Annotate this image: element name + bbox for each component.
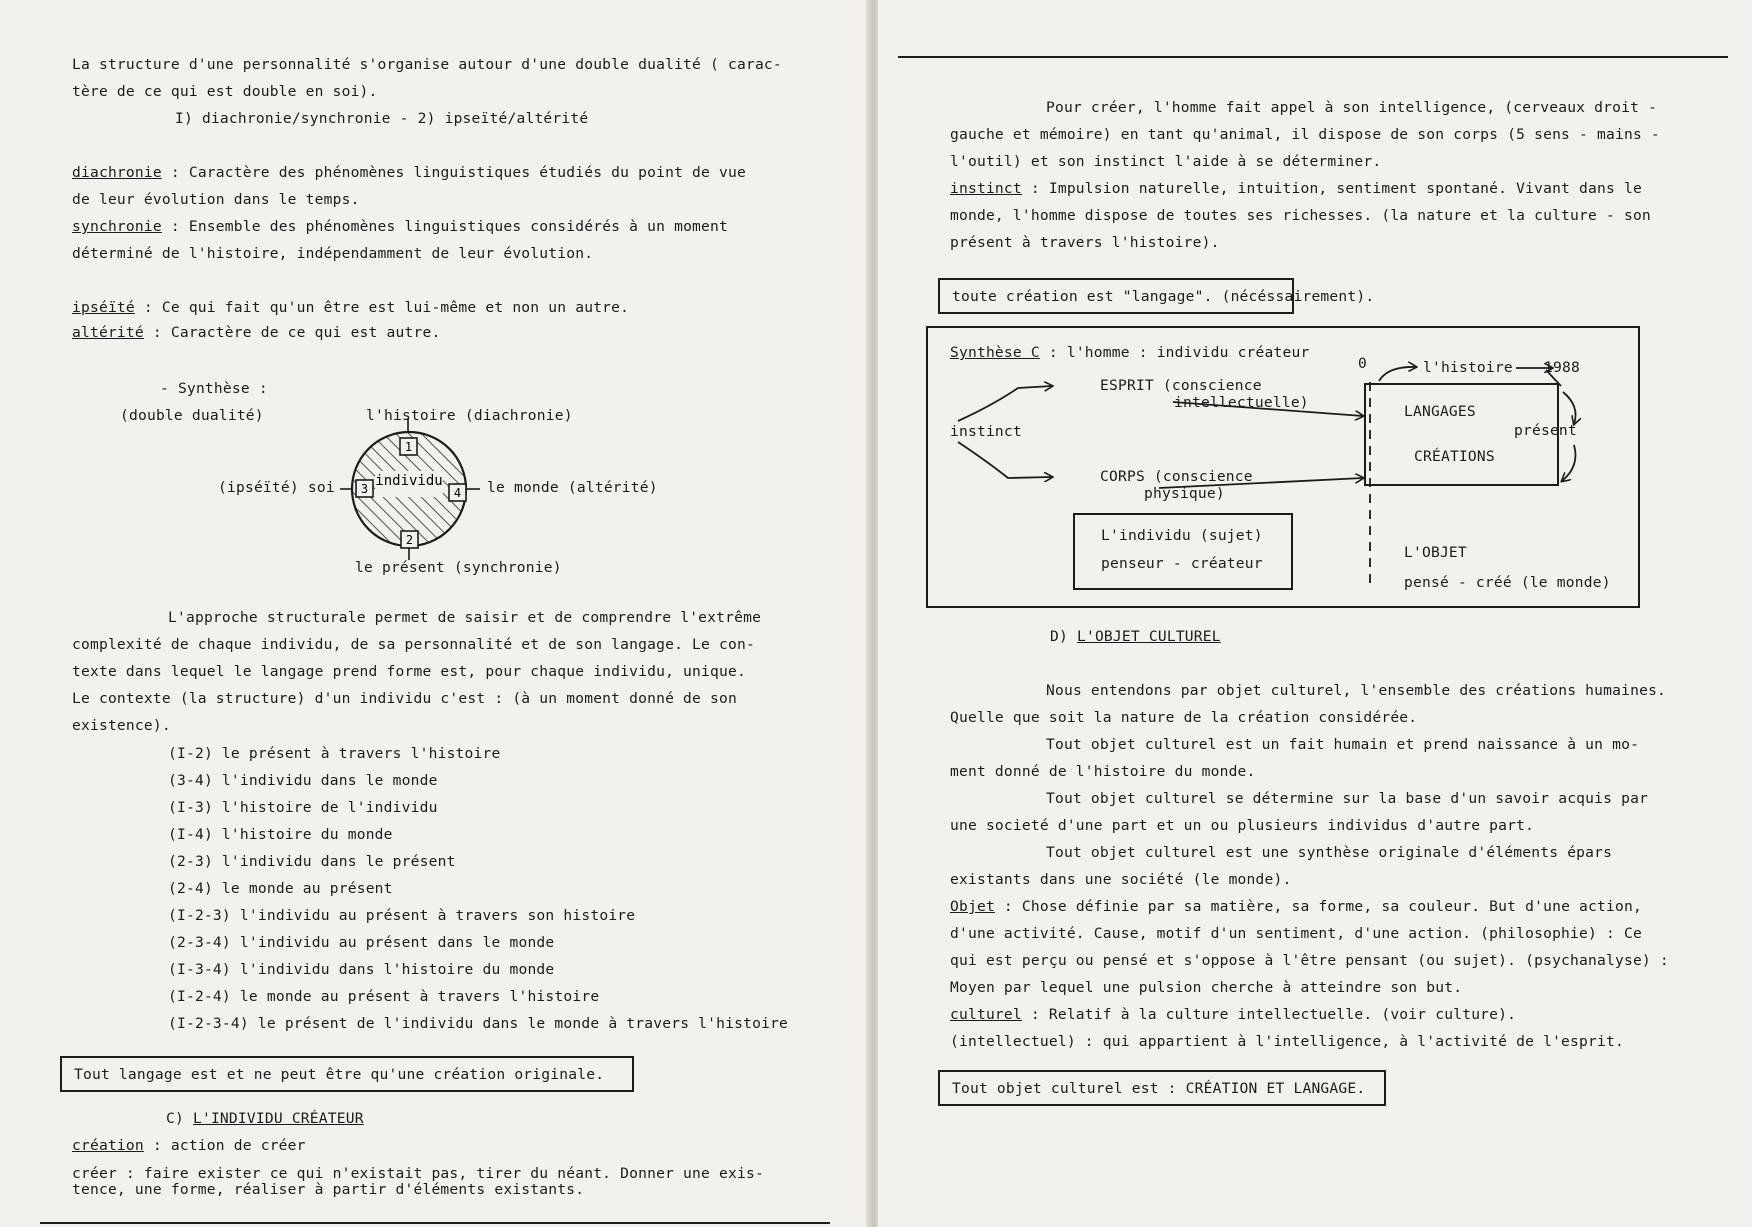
intro-line: l'outil) et son instinct l'aide à se déterminer. (950, 153, 1382, 170)
label-double-dualite: (double dualité) (120, 407, 264, 424)
paragraph-line: Tout objet culturel se détermine sur la base d'un savoir acquis par (1046, 790, 1649, 807)
approche-line: existence). (72, 717, 171, 734)
diagram-title: Synthèse C : l'homme : individu créateur (950, 344, 1310, 361)
boxed-statement (60, 1056, 634, 1092)
approche-line: complexité de chaque individu, de sa personnalité et de son langage. Le con- (72, 636, 755, 653)
arrow-zero-histoire (1379, 367, 1416, 381)
definition-line: tence, une forme, réaliser à partir d'éléments existants. (72, 1181, 585, 1198)
term-objet: Objet (950, 898, 995, 915)
boxed-statement-text: toute création est "langage". (nécéssairement). (952, 288, 1375, 305)
paragraph-line: Tout objet culturel est un fait humain et prend naissance à un mo- (1046, 736, 1640, 753)
definition-line: présent à travers l'histoire). (950, 234, 1220, 251)
label-present: le présent (synchronie) (355, 559, 562, 576)
approche-line: L'approche structurale permet de saisir et de comprendre l'extrême (168, 609, 762, 626)
term-culturel: culturel (950, 1006, 1022, 1023)
paragraph-line: Tout objet culturel est une synthèse originale d'éléments épars (1046, 844, 1613, 861)
definition-culturel: culturel : Relatif à la culture intellectuelle. (voir culture). (950, 1006, 1517, 1023)
label-langages: LANGAGES (1404, 403, 1476, 420)
list-item: (2-3-4) l'individu au présent dans le monde (168, 934, 555, 951)
definition-creation: création : action de créer (72, 1137, 306, 1154)
approche-line: Le contexte (la structure) d'un individu c'est : (à un moment donné de son (72, 690, 737, 707)
paragraph-line: existants dans une société (le monde). (950, 871, 1292, 888)
label-esprit: ESPRIT (conscience (1100, 377, 1262, 394)
section-d-title: L'OBJET CULTUREL (1076, 628, 1221, 645)
definition-diachronie: diachronie : Caractère des phénomènes linguistiques étudiés du point de vue (72, 164, 746, 181)
definition-line: Moyen par lequel une pulsion cherche à atteindre son but. (950, 979, 1463, 996)
label-monde: le monde (altérité) (487, 479, 658, 496)
intro-line: gauche et mémoire) en tant qu'animal, il dispose de son corps (5 sens - mains - (950, 126, 1660, 143)
individu-box (1073, 513, 1293, 590)
definition-line: d'une activité. Cause, motif d'un sentiment, d'une action. (philosophie) : Ce (950, 925, 1642, 942)
term-alterite: altérité (72, 324, 144, 341)
label-creations: CRÉATIONS (1414, 448, 1495, 465)
page-bottom-rule (40, 1222, 830, 1224)
list-item: (I-2-3) l'individu au présent à travers son histoire (168, 907, 636, 924)
label-ipseite-soi: (ipséïté) soi (218, 479, 335, 496)
label-histoire: l'histoire (diachronie) (366, 407, 573, 424)
section-c-title: L'INDIVIDU CRÉATEUR (192, 1110, 364, 1127)
number-4: 4 (453, 486, 462, 500)
definition-line: (intellectuel) : qui appartient à l'intelligence, à l'activité de l'esprit. (950, 1033, 1624, 1050)
term-instinct: instinct (950, 180, 1022, 197)
label-year: 1988 (1544, 359, 1580, 376)
list-item: (I-2-3-4) le présent de l'individu dans le monde à travers l'histoire (168, 1015, 789, 1032)
definition-line: déterminé de l'histoire, indépendamment de leur évolution. (72, 245, 594, 262)
label-individu: L'individu (sujet) (1101, 527, 1263, 544)
label-corps-line2: physique) (1144, 485, 1225, 502)
term-synchronie: synchronie (72, 218, 162, 235)
definition-instinct: instinct : Impulsion naturelle, intuition, sentiment spontané. Vivant dans le (950, 180, 1642, 197)
definition-creer: créer : faire exister ce qui n'existait pas, tirer du néant. Donner une exis- (72, 1165, 764, 1182)
label-objet-line2: pensé - créé (le monde) (1404, 574, 1611, 591)
label-corps: CORPS (conscience (1100, 468, 1253, 485)
boxed-statement-2 (938, 1070, 1386, 1106)
list-item: (I-3) l'histoire de l'individu (168, 799, 438, 816)
term-creation: création (72, 1137, 144, 1154)
definition-synchronie: synchronie : Ensemble des phénomènes linguistiques considérés à un moment (72, 218, 729, 235)
list-item: (3-4) l'individu dans le monde (168, 772, 438, 789)
dualities-line: I) diachronie/synchronie - 2) ipseïté/altérité (175, 110, 589, 127)
definition-line: monde, l'homme dispose de toutes ses richesses. (la nature et la culture - son (950, 207, 1651, 224)
diagram-title-term: Synthèse C (950, 344, 1040, 361)
label-esprit-line2: intellectuelle) (1174, 394, 1309, 411)
term-ipseite: ipséïté (72, 299, 135, 316)
intro-line: tère de ce qui est double en soi). (72, 83, 378, 100)
paragraph-line: ment donné de l'histoire du monde. (950, 763, 1256, 780)
number-3: 3 (360, 482, 369, 496)
list-item: (I-2) le présent à travers l'histoire (168, 745, 501, 762)
left-page (0, 0, 872, 1227)
definition-line: qui est perçu ou pensé et s'oppose à l'être pensant (ou sujet). (psychanalyse) : (950, 952, 1669, 969)
label-individu: individu (375, 473, 443, 489)
boxed-statement-text: Tout langage est et ne peut être qu'une création originale. (74, 1066, 605, 1083)
label-histoire: l'histoire (1423, 359, 1513, 376)
paragraph-line: une societé d'une part et un ou plusieurs individus d'autre part. (950, 817, 1535, 834)
arrow-present-up (1563, 392, 1576, 424)
paragraph-line: Nous entendons par objet culturel, l'ensemble des créations humaines. (1046, 682, 1667, 699)
intro-line: La structure d'une personnalité s'organise autour d'une double dualité ( carac- (72, 56, 782, 73)
list-item: (I-3-4) l'individu dans l'histoire du monde (168, 961, 555, 978)
list-item: (2-4) le monde au présent (168, 880, 393, 897)
definition-alterite: altérité : Caractère de ce qui est autre. (72, 324, 441, 341)
paragraph-line: Quelle que soit la nature de la création considérée. (950, 709, 1418, 726)
label-individu-line2: penseur - créateur (1101, 555, 1263, 572)
label-instinct: instinct (950, 423, 1022, 440)
definition-line: de leur évolution dans le temps. (72, 191, 360, 208)
label-zero: 0 (1358, 355, 1367, 372)
label-present: présent (1514, 422, 1577, 439)
approche-line: texte dans lequel le langage prend forme est, pour chaque individu, unique. (72, 663, 746, 680)
arrow-present-down (1562, 445, 1576, 481)
list-item: (I-2-4) le monde au présent à travers l'histoire (168, 988, 600, 1005)
arrow-instinct-esprit (958, 386, 1052, 421)
right-page (878, 0, 1752, 1227)
term-diachronie: diachronie (72, 164, 162, 181)
list-item: (2-3) l'individu dans le présent (168, 853, 456, 870)
boxed-statement-text: Tout objet culturel est : CRÉATION ET LANGAGE. (952, 1080, 1366, 1097)
number-1: 1 (404, 440, 413, 454)
section-d-heading: D) L'OBJET CULTUREL (1050, 628, 1221, 645)
section-c-heading: C) L'INDIVIDU CRÉATEUR (166, 1110, 364, 1127)
label-objet: L'OBJET (1404, 544, 1467, 561)
definition-objet: Objet : Chose définie par sa matière, sa forme, sa couleur. But d'une action, (950, 898, 1642, 915)
arrow-instinct-corps (958, 442, 1052, 478)
intro-line: Pour créer, l'homme fait appel à son intelligence, (cerveaux droit - (1046, 99, 1658, 116)
number-2: 2 (405, 533, 414, 547)
synthese-title: - Synthèse : (160, 380, 268, 397)
list-item: (I-4) l'histoire du monde (168, 826, 393, 843)
definition-ipseite: ipséïté : Ce qui fait qu'un être est lui-même et non un autre. (72, 299, 630, 316)
